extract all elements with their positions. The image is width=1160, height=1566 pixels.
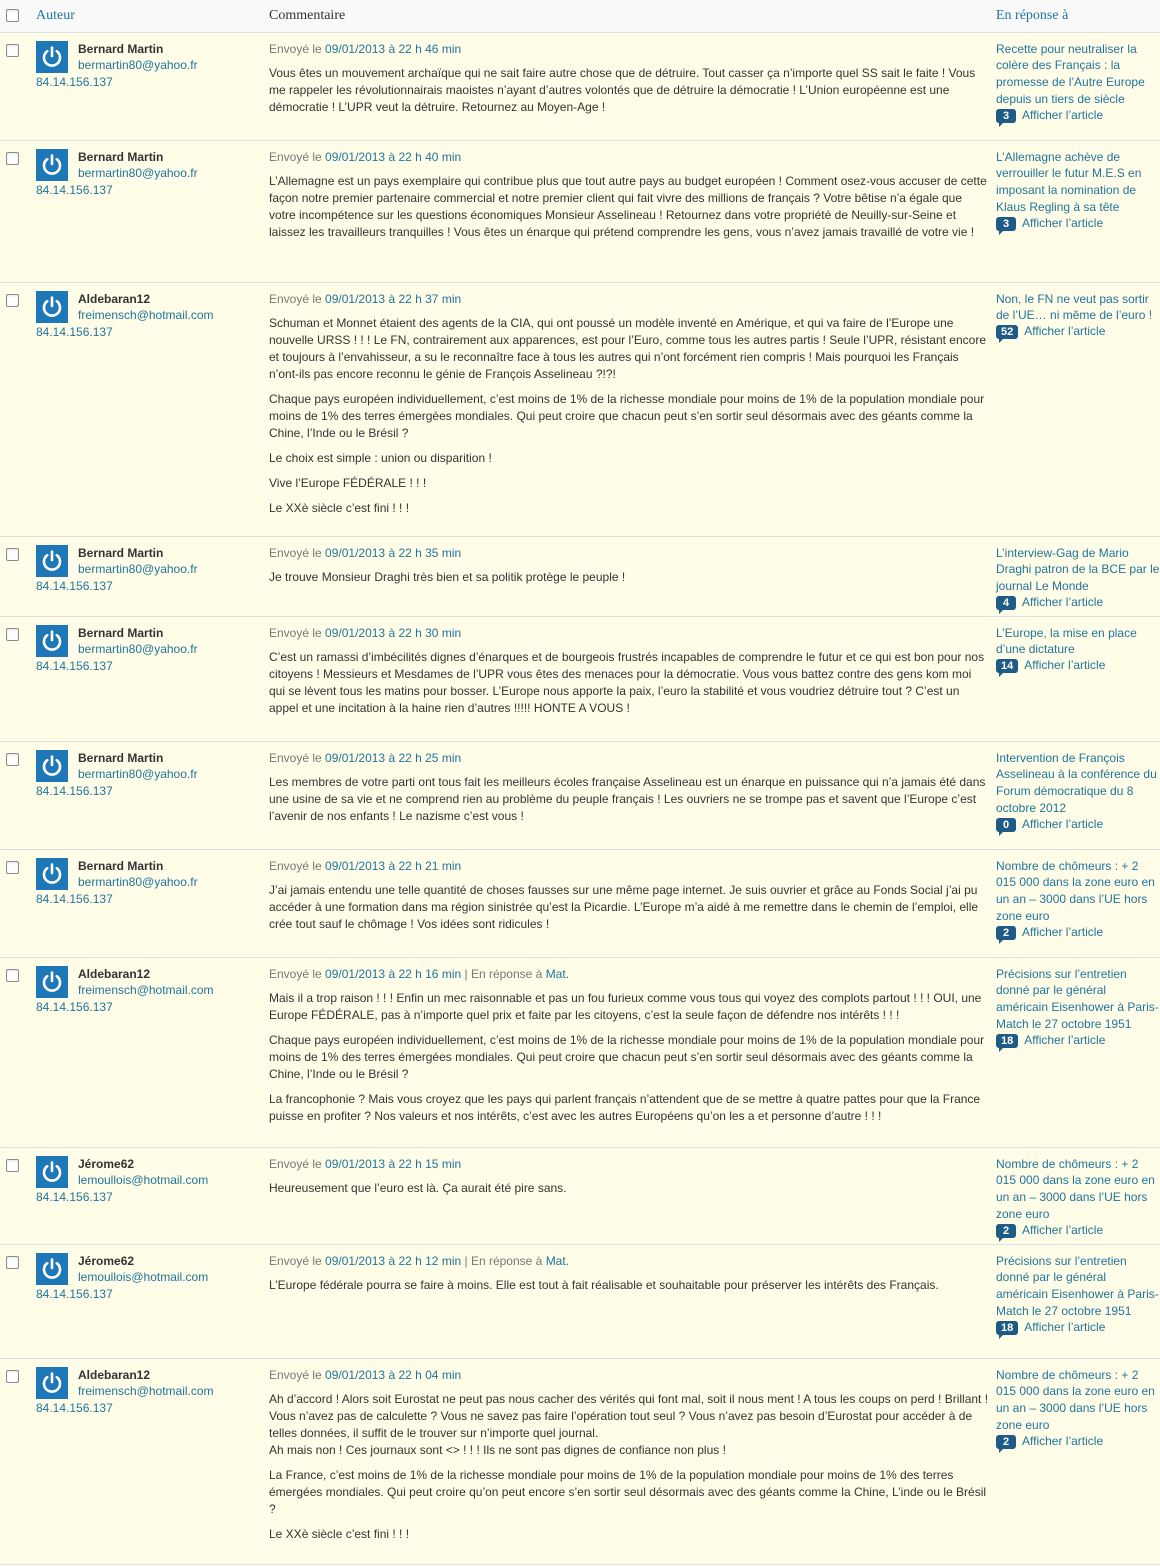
comment-paragraph: Ah d’accord ! Alors soit Eurostat ne peut pas nous cacher des vérités qui font mal, soit il nous ment ! A tous les coups on perd ! Brillant ! Vous n’avez pas de calculette ? Vous ne savez pas faire l’opération tout seul ? Vous n’avez pas besoin d’Eurostat pour accéder à de telles données, il suffit de le trouver sur n’importe quel journal. Ah mais non ! Ces journaux sont <> ! ! ! Ils ne sont pas dignes de confiance non plus ! — [269, 1391, 989, 1457]
comment-date-link[interactable]: 09/01/2013 à 22 h 30 min — [325, 625, 462, 640]
comment-row — [0, 1358, 1160, 1564]
comment-meta — [269, 858, 990, 874]
view-article-link[interactable]: Afficher l’article — [1022, 107, 1104, 122]
comment-date-link[interactable]: 09/01/2013 à 22 h 15 min — [325, 1156, 462, 1171]
author-email[interactable]: bermartin80@yahoo.fr — [78, 57, 198, 72]
comment-paragraph: Chaque pays européen individuellement, c’est moins de 1% de la richesse mondiale pour moins de 1% de la population mondiale pour moins de 1% des terres émergées mondiales. Qui peut croire que chacun peut s’en sortir seul désormais avec des géants comme la Chine, l’Inde ou le Brésil ? — [269, 391, 985, 440]
comment-paragraph: Je trouve Monsieur Draghi très bien et sa politik protège le peuple ! — [269, 569, 626, 584]
comment-author — [36, 1367, 263, 1416]
author-ip[interactable]: 84.14.156.137 — [36, 74, 113, 89]
avatar — [36, 966, 68, 998]
author-name: Bernard Martin — [78, 149, 164, 164]
comment-paragraph: Schuman et Monnet étaient des agents de la CIA, qui ont poussé un modèle inventé en Amérique, et qui va faire de l’Europe une nouvelle URSS ! ! ! Le FN, contrairement aux apparences, est pour l’Euro, comme tous les autres partis ! Seule l’UPR, résistant encore et toujours à l’envahisseur, a su le reconnaître face à tous les autres qui n’ont forcément rien compris ! Mais pourquoi les Français n’ont-ils pas encore reconnu le génie de François Asselineau ?!?! — [269, 315, 986, 381]
author-ip[interactable]: 84.14.156.137 — [36, 1286, 113, 1301]
comment-meta — [269, 625, 990, 641]
comment-row — [0, 32, 1160, 140]
author-ip[interactable]: 84.14.156.137 — [36, 1400, 113, 1415]
table-header — [0, 0, 1160, 32]
author-name: Bernard Martin — [78, 858, 164, 873]
comment-row — [0, 616, 1160, 741]
author-ip[interactable]: 84.14.156.137 — [36, 783, 113, 798]
comment-text — [269, 882, 990, 933]
power-icon — [40, 970, 64, 994]
sent-label: Envoyé le — [269, 750, 322, 765]
avatar — [36, 1156, 68, 1188]
sent-label: Envoyé le — [269, 966, 322, 981]
author-email[interactable]: bermartin80@yahoo.fr — [78, 766, 198, 781]
avatar — [36, 858, 68, 890]
avatar — [36, 1367, 68, 1399]
author-email[interactable]: freimensch@hotmail.com — [78, 982, 214, 997]
replied-to-label: En réponse à — [470, 1253, 543, 1268]
view-article-link[interactable]: Afficher l’article — [1024, 658, 1106, 673]
comment-meta — [269, 291, 990, 307]
comment-row — [0, 741, 1160, 849]
select-all-checkbox[interactable] — [6, 9, 19, 22]
comment-author — [36, 291, 263, 340]
row-checkbox[interactable] — [6, 1256, 19, 1269]
comment-count-badge[interactable]: 4 — [996, 596, 1016, 610]
comment-date-link[interactable]: 09/01/2013 à 22 h 16 min — [325, 966, 462, 981]
comment-count-badge[interactable]: 0 — [996, 818, 1016, 832]
comment-paragraph: La France, c’est moins de 1% de la richesse mondiale pour moins de 1% de la population mondiale pour moins de 1% des terres émergées mondiales. Qui peut croire qu’on peut encore s’en sortir seul désormais avec des géants comme la Chine, L’inde ou le Brésil ? — [269, 1467, 987, 1516]
column-author[interactable]: Auteur — [30, 0, 263, 32]
post-title-link[interactable]: Nombre de chômeurs : + 2 015 000 dans la zone euro en un an – 3000 dans l’UE hors zone euro — [996, 858, 1155, 923]
author-email[interactable]: bermartin80@yahoo.fr — [78, 165, 198, 180]
author-ip[interactable]: 84.14.156.137 — [36, 182, 113, 197]
power-icon — [40, 1371, 64, 1395]
comment-author — [36, 1156, 263, 1205]
post-title-link[interactable]: Nombre de chômeurs : + 2 015 000 dans la zone euro en un an – 3000 dans l’UE hors zone euro — [996, 1156, 1155, 1221]
sent-label: Envoyé le — [269, 625, 322, 640]
comment-text — [269, 1180, 990, 1197]
author-name: Aldebaran12 — [78, 1367, 151, 1382]
comment-row — [0, 1147, 1160, 1244]
comment-count-badge[interactable]: 2 — [996, 926, 1016, 940]
comment-text — [269, 1391, 990, 1543]
author-email[interactable]: bermartin80@yahoo.fr — [78, 641, 198, 656]
author-ip[interactable]: 84.14.156.137 — [36, 1189, 113, 1204]
view-article-link[interactable]: Afficher l’article — [1024, 1319, 1106, 1334]
comment-paragraph: Les membres de votre parti ont tous fait les meilleurs écoles française Asselineau est un énarque en puissance qui n’a jamais été dans une usine de sa vie et ne comprend rien au problème du peuple français ! Les ouvriers ne se trompe pas et savent que l’Europe c’est l’avenir de nos enfants ! Le nazisme c’est vous ! — [269, 774, 986, 823]
comment-row — [0, 849, 1160, 957]
comment-author — [36, 1253, 263, 1302]
comment-date-link[interactable]: 09/01/2013 à 22 h 40 min — [325, 149, 462, 164]
author-name: Bernard Martin — [78, 41, 164, 56]
author-name: Jérome62 — [78, 1156, 135, 1171]
comment-paragraph: Le XXè siècle c’est fini ! ! ! — [269, 500, 410, 515]
comment-date-link[interactable]: 09/01/2013 à 22 h 12 min — [325, 1253, 462, 1268]
post-title-link[interactable]: L’Europe, la mise en place d’une dictature — [996, 625, 1137, 657]
comment-date-link[interactable]: 09/01/2013 à 22 h 46 min — [325, 41, 462, 56]
comment-date-link[interactable]: 09/01/2013 à 22 h 35 min — [325, 545, 462, 560]
view-article-link[interactable]: Afficher l’article — [1022, 215, 1104, 230]
sent-label: Envoyé le — [269, 149, 322, 164]
comment-author — [36, 545, 263, 594]
post-title-link[interactable]: Nombre de chômeurs : + 2 015 000 dans la zone euro en un an – 3000 dans l’UE hors zone euro — [996, 1367, 1155, 1432]
author-email[interactable]: freimensch@hotmail.com — [78, 1383, 214, 1398]
row-checkbox[interactable] — [6, 753, 19, 766]
comment-text — [269, 1277, 990, 1294]
comment-paragraph: La francophonie ? Mais vous croyez que les pays qui parlent français n’attendent que de se mettre à quatre pattes pour que la France puisse en profiter ? Nos valeurs et nos intérêts, c’est avec les autres Européens qu’on les a et personne d’autre ! ! ! — [269, 1091, 981, 1123]
comment-text — [269, 649, 990, 717]
comment-row — [0, 140, 1160, 282]
comment-meta: Envoyé le 09/01/2013 à 22 h 12 min | En réponse à Mat. — [269, 1253, 570, 1268]
view-article-link[interactable]: Afficher l’article — [1022, 816, 1104, 831]
author-name: Bernard Martin — [78, 625, 164, 640]
view-article-link[interactable]: Afficher l’article — [1024, 324, 1106, 339]
comment-text — [269, 990, 990, 1125]
comment-row — [0, 957, 1160, 1147]
comment-date-link[interactable]: 09/01/2013 à 22 h 37 min — [325, 291, 462, 306]
row-checkbox[interactable] — [6, 152, 19, 165]
comment-paragraph: Le choix est simple : union ou disparition ! — [269, 450, 492, 465]
author-email[interactable]: bermartin80@yahoo.fr — [78, 561, 198, 576]
row-checkbox[interactable] — [6, 969, 19, 982]
comment-author — [36, 858, 263, 907]
author-ip[interactable]: 84.14.156.137 — [36, 999, 113, 1014]
power-icon — [40, 1257, 64, 1281]
author-ip[interactable]: 84.14.156.137 — [36, 578, 113, 593]
comment-meta: Envoyé le 09/01/2013 à 22 h 16 min | En réponse à Mat. — [269, 966, 570, 981]
comment-text — [269, 173, 990, 241]
view-article-link[interactable]: Afficher l’article — [1022, 1222, 1104, 1237]
row-checkbox[interactable] — [6, 548, 19, 561]
power-icon — [40, 45, 64, 69]
comment-date-link[interactable]: 09/01/2013 à 22 h 04 min — [325, 1367, 462, 1382]
author-ip[interactable]: 84.14.156.137 — [36, 891, 113, 906]
author-name: Bernard Martin — [78, 750, 164, 765]
comment-meta — [269, 750, 990, 766]
author-name: Aldebaran12 — [78, 966, 151, 981]
column-in-response[interactable]: En réponse à — [990, 0, 1160, 32]
author-name: Bernard Martin — [78, 545, 164, 560]
comment-count-badge[interactable]: 2 — [996, 1435, 1016, 1449]
avatar — [36, 291, 68, 323]
row-checkbox[interactable] — [6, 1370, 19, 1383]
column-comment: Commentaire — [263, 0, 990, 32]
power-icon — [40, 754, 64, 778]
avatar — [36, 625, 68, 657]
comment-meta — [269, 41, 990, 57]
author-email[interactable]: freimensch@hotmail.com — [78, 307, 214, 322]
author-name: Aldebaran12 — [78, 291, 151, 306]
view-article-link[interactable]: Afficher l’article — [1024, 1032, 1106, 1047]
comment-author — [36, 625, 263, 674]
comment-author — [36, 750, 263, 799]
replied-to-label: En réponse à — [470, 966, 543, 981]
power-icon — [40, 629, 64, 653]
author-email[interactable]: bermartin80@yahoo.fr — [78, 874, 198, 889]
power-icon — [40, 1160, 64, 1184]
comment-paragraph: C’est un ramassi d’imbécilités dignes d’énarques et de bourgeois frustrés incapables de comprendre le futur et ce qui est bon pour nos citoyens ! Messieurs et Mesdames de l’UPR vous êtes des menaces pour la démocratie. Vous vous battez contre des gens kom moi qui se lèvent tous les matins pour bosser. L’Europe nous apporte la paix, l’euro la stabilité et vous voudriez détruire tout ? C’est un appel et une incitation à la haine rien d’autres !!!!! HONTE A VOUS ! — [269, 649, 985, 715]
row-checkbox[interactable] — [6, 44, 19, 57]
sent-label: Envoyé le — [269, 291, 322, 306]
comment-author — [36, 149, 263, 198]
comment-author — [36, 966, 263, 1015]
author-ip[interactable]: 84.14.156.137 — [36, 324, 113, 339]
post-title-link[interactable]: Précisions sur l’entretien donné par le général américain Eisenhower à Paris-Match le 27 octobre 1951 — [996, 1253, 1159, 1318]
power-icon — [40, 153, 64, 177]
reply-to-link[interactable]: Mat. — [545, 1253, 570, 1268]
avatar — [36, 545, 68, 577]
comment-count-badge[interactable]: 3 — [996, 109, 1016, 123]
comment-meta — [269, 1156, 990, 1172]
post-title-link[interactable]: L’interview-Gag de Mario Draghi patron de la BCE par le journal Le Monde — [996, 545, 1160, 594]
comment-meta — [269, 545, 990, 561]
post-title-link[interactable]: Précisions sur l’entretien donné par le général américain Eisenhower à Paris-Match le 27 octobre 1951 — [996, 966, 1159, 1031]
comment-count-badge[interactable]: 18 — [996, 1321, 1018, 1335]
avatar — [36, 1253, 68, 1285]
comment-meta — [269, 1367, 990, 1383]
post-title-link[interactable]: Recette pour neutraliser la colère des Français : la promesse de l’Autre Europe depuis un tiers de siècle — [996, 41, 1145, 106]
comment-paragraph: Chaque pays européen individuellement, c’est moins de 1% de la richesse mondiale pour moins de 1% de la population mondiale pour moins de 1% des terres émergées mondiales. Qui peut croire que chacun peut s’en sortir seul désormais avec des géants comme la Chine, l’Inde ou le Brésil ? — [269, 1032, 985, 1081]
comment-row — [0, 1244, 1160, 1358]
comment-text — [269, 315, 990, 517]
avatar — [36, 41, 68, 73]
sent-label: Envoyé le — [269, 1367, 322, 1382]
comment-text — [269, 774, 990, 825]
row-checkbox[interactable] — [6, 861, 19, 874]
comment-date-link[interactable]: 09/01/2013 à 22 h 21 min — [325, 858, 462, 873]
author-ip[interactable]: 84.14.156.137 — [36, 658, 113, 673]
sent-label: Envoyé le — [269, 1156, 322, 1171]
sent-label: Envoyé le — [269, 545, 322, 560]
comment-text — [269, 569, 990, 586]
view-article-link[interactable]: Afficher l’article — [1022, 594, 1104, 609]
comment-paragraph: L’Europe fédérale pourra se faire à moins. Elle est tout à fait réalisable et souhaitable pour préserver les intérêts des Français. — [269, 1277, 939, 1292]
comment-row — [0, 536, 1160, 616]
comment-paragraph: Heureusement que l’euro est là. Ça aurait été pire sans. — [269, 1180, 567, 1195]
sent-label: Envoyé le — [269, 858, 322, 873]
avatar — [36, 750, 68, 782]
author-email[interactable]: lemoullois@hotmail.com — [78, 1269, 209, 1284]
comment-author — [36, 41, 263, 90]
comment-paragraph: L’Allemagne est un pays exemplaire qui contribue plus que tout autre pays au budget européen ! Comment osez-vous accuser de cette façon notre premier partenaire commercial et notre premier client qui fait vivre des millions de français ? Votre bêtise n’a égale que votre incompétence sur les questions économiques Monsieur Asselineau ! Retournez dans votre propriété de Neuilly-sur-Seine et laissez les travailleurs tranquilles ! Vous êtes un énarque qui prétend comprendre les gens, vous n’avez jamais travaillé de votre vie ! — [269, 173, 987, 239]
power-icon — [40, 549, 64, 573]
row-checkbox[interactable] — [6, 294, 19, 307]
comment-row — [0, 282, 1160, 536]
row-checkbox[interactable] — [6, 628, 19, 641]
view-article-link[interactable]: Afficher l’article — [1022, 924, 1104, 939]
comment-paragraph: Le XXè siècle c’est fini ! ! ! — [269, 1526, 410, 1541]
comment-paragraph: Vive l’Europe FÉDÉRALE ! ! ! — [269, 475, 427, 490]
comment-count-badge[interactable]: 52 — [996, 325, 1018, 339]
power-icon — [40, 862, 64, 886]
reply-to-link[interactable]: Mat. — [545, 966, 570, 981]
comment-paragraph: Vous êtes un mouvement archaïque qui ne sait faire autre chose que de détruire. Tout casser ça n’importe quel SS sait le faite ! Vous me rappeler les révolutionnairais maoistes n’ayant d’autres volontés que de détruire la démocratie ! L’Union européenne est une démocratie ! L’UPR veut la détruire. Retournez au Moyen-Age ! — [269, 65, 976, 114]
sent-label: Envoyé le — [269, 41, 322, 56]
comment-count-badge[interactable]: 2 — [996, 1224, 1016, 1238]
post-title-link[interactable]: Non, le FN ne veut pas sortir de l’UE… ni même de l’euro ! — [996, 291, 1153, 323]
comment-date-link[interactable]: 09/01/2013 à 22 h 25 min — [325, 750, 462, 765]
comment-count-badge[interactable]: 14 — [996, 659, 1018, 673]
comment-count-badge[interactable]: 3 — [996, 217, 1016, 231]
sent-label: Envoyé le — [269, 1253, 322, 1268]
comment-meta — [269, 149, 990, 165]
post-title-link[interactable]: Intervention de François Asselineau à la conférence du Forum démocratique du 8 octobre 2012 — [996, 750, 1157, 815]
comment-paragraph: Mais il a trop raison ! ! ! Enfin un mec raisonnable et pas un fou furieux comme vous tous qui voyez des complots partout ! ! ! OUI, une Europe FÉDÉRALE, pas à n’importe quel prix et faite par les citoyens, c’est la seule façon de défendre nos intérêts ! ! ! — [269, 990, 982, 1022]
power-icon — [40, 295, 64, 319]
view-article-link[interactable]: Afficher l’article — [1022, 1433, 1104, 1448]
post-title-link[interactable]: L’Allemagne achève de verrouiller le futur M.E.S en imposant la nomination de Klaus Regling à sa tête — [996, 149, 1142, 214]
author-email[interactable]: lemoullois@hotmail.com — [78, 1172, 209, 1187]
row-checkbox[interactable] — [6, 1159, 19, 1172]
comment-count-badge[interactable]: 18 — [996, 1034, 1018, 1048]
comment-text — [269, 65, 990, 116]
author-name: Jérome62 — [78, 1253, 135, 1268]
avatar — [36, 149, 68, 181]
comment-paragraph: J’ai jamais entendu une telle quantité de choses fausses sur une même page internet. Je suis ouvrier et grâce au Fonds Social j’ai pu accéder à une formation dans ma région sinistrée qu’est la Picardie. L’Europe m’a aidé à me remettre dans le chemin de l’emploi, elle crée tout sauf le chômage ! Vos idées sont ridicules ! — [269, 882, 979, 931]
